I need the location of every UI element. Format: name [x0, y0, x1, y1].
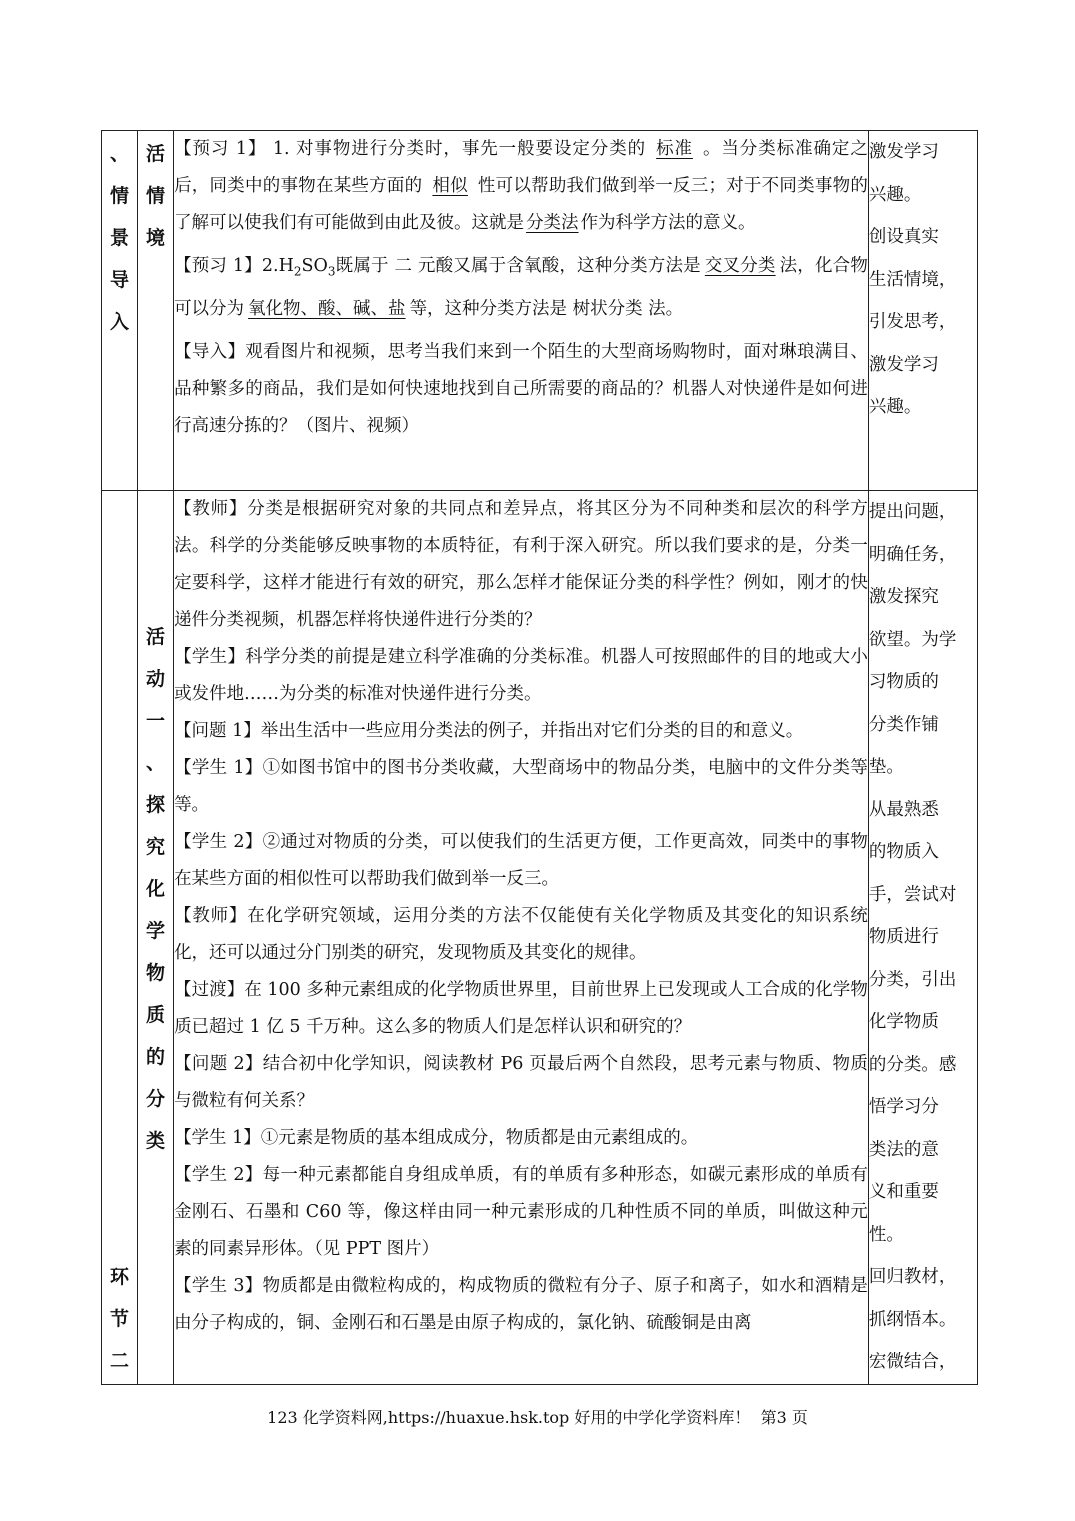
activity-label-char: 探	[146, 794, 166, 816]
activity-label-char: 物	[146, 962, 166, 984]
dialogue-paragraph	[174, 1120, 868, 1157]
dialogue-paragraph	[174, 972, 868, 1046]
paragraph-text: 物质都是由微粒构成的，构成物质的微粒有分子、原子和离子，如水和酒精是由分子构成的，铜、金刚石和石墨是由原子构成的，氯化钠、硫酸铜是由离	[174, 1276, 868, 1333]
design-intent-line: 创设真实	[868, 227, 939, 247]
design-intent-line: 引发思考，	[868, 312, 957, 332]
design-intent-line: 的分类。感	[868, 1054, 957, 1075]
stage-label-char: 、	[110, 143, 130, 165]
paragraph-text: 科学分类的前提是建立科学准确的分类标准。机器人可按照邮件的目的地或大小或发件地……为分类的标准对快递件进行分类。	[174, 647, 868, 704]
design-intent-line: 回归教材，	[868, 1267, 957, 1287]
content-cell	[174, 131, 869, 491]
activity-label-char: 动	[146, 668, 166, 690]
design-intent-line: 提出问题，	[868, 502, 957, 522]
activity-label-char: 类	[146, 1130, 166, 1152]
design-intent-line: 分类作铺	[868, 714, 939, 735]
footer-site: 123 化学资料网	[267, 1408, 383, 1427]
design-intent-line: 激发探究	[868, 587, 939, 607]
design-intent-line: 悟学习分	[868, 1097, 939, 1117]
paragraph-text: ①如图书馆中的图书分类收藏，大型商场中的物品分类，电脑中的文件分类等等。	[174, 758, 868, 815]
design-intent-line: 欲望。为学	[868, 629, 957, 650]
footer-url[interactable]: ,https://huaxue.hsk.top	[382, 1408, 570, 1427]
design-intent-line: 垫。	[868, 757, 904, 777]
paragraph-text: 每一种元素都能自身组成单质，有的单质有多种形态，如碳元素形成的单质有金刚石、石墨和 C60 等，像这样由同一种元素形成的几种性质不同的单质，叫做这种元素的同素异形体。（见 PPT 图片）	[174, 1165, 868, 1259]
design-intent-line: 从最熟悉	[868, 799, 939, 820]
activity-label-char: 情	[146, 185, 166, 207]
stage-label-cell	[102, 131, 138, 491]
lesson-plan-table	[101, 130, 978, 1385]
stage-label-char: 景	[110, 227, 130, 249]
paragraph-text: 分类是根据研究对象的共同点和差异点，将其区分为不同种类和层次的科学方法。科学的分类能够反映事物的本质特征，有利于深入研究。所以我们要求的是，分类一定要科学，这样才能进行有效的研究，那么怎样才能保证分类的科学性？例如，刚才的快递件分类视频，机器怎样将快递件进行分类的？	[174, 499, 868, 630]
design-intent-line: 的物质入	[868, 842, 939, 862]
paragraph-text: 结合初中化学知识，阅读教材 P6 页最后两个自然段，思考元素与物质、物质与微粒有何关系？	[174, 1054, 868, 1111]
stage-label-cell	[102, 491, 138, 1385]
blank-answer: 氧化物、酸、碱、盐	[248, 298, 406, 319]
page-number: 第3 页	[760, 1408, 808, 1427]
activity-label-cell	[138, 131, 174, 491]
content-cell	[174, 491, 869, 1385]
design-intent-line: 宏微结合，	[868, 1352, 957, 1372]
page-footer	[0, 1405, 1075, 1431]
design-intent-line: 兴趣。	[868, 184, 922, 205]
dialogue-paragraph	[174, 1157, 868, 1268]
speaker-tag: 【问题 1】	[174, 721, 261, 741]
design-intent-line: 类法的意	[868, 1139, 939, 1160]
stage-label-char: 情	[110, 185, 130, 207]
speaker-tag: 【学生 2】	[174, 1165, 263, 1185]
design-intent-line: 手，尝试对	[868, 884, 957, 905]
preview-1-tag: 【预习 1】	[174, 139, 267, 159]
paragraph-text: ①元素是物质的基本组成成分，物质都是由元素组成的。	[260, 1128, 699, 1148]
dialogue-paragraph	[174, 1268, 868, 1342]
activity-label-char: 活	[146, 143, 166, 165]
intro-paragraph: 【导入】观看图片和视频，思考当我们来到一个陌生的大型商场购物时，面对琳琅满目、品种繁多的商品，我们是如何快速地找到自己所需要的商品的？机器人对快递件是如何进行高速分拣的？（图片、视频）	[174, 341, 868, 436]
activity-label-char: 质	[146, 1004, 166, 1026]
dialogue-paragraph	[174, 750, 868, 824]
design-intent-line: 生活情境，	[868, 269, 957, 290]
blank-answer: 标准	[656, 139, 693, 159]
design-intent-line: 性。	[868, 1224, 904, 1245]
speaker-tag: 【学生 3】	[174, 1276, 263, 1296]
design-intent-line: 义和重要	[868, 1182, 939, 1202]
paragraph-text: 在化学研究领域，运用分类的方法不仅能使有关化学物质及其变化的知识系统化，还可以通过分门别类的研究，发现物质及其变化的规律。	[174, 906, 868, 963]
speaker-tag: 【过渡】	[174, 980, 245, 1000]
speaker-tag: 【学生】	[174, 647, 246, 667]
design-intent-line: 化学物质	[868, 1012, 939, 1032]
activity-label-char: 化	[146, 878, 166, 900]
section-row-intro	[102, 131, 978, 491]
speaker-tag: 【学生 1】	[174, 1128, 261, 1148]
design-intent-line: 兴趣。	[868, 397, 922, 417]
section-row-activity-1	[102, 491, 978, 1385]
paragraph-text: 在 100 多种元素组成的化学物质世界里，目前世界上已发现或人工合成的化学物质已超过 1 亿 5 千万种。这么多的物质人们是怎样认识和研究的？	[174, 980, 868, 1037]
design-intent-line: 明确任务，	[868, 544, 957, 565]
activity-label-char: 境	[146, 227, 166, 249]
design-intent-cell	[868, 131, 977, 491]
blank-answer: 交叉分类	[704, 256, 776, 276]
speaker-tag: 【学生 1】	[174, 758, 263, 778]
stage-label-char: 二	[110, 1349, 130, 1372]
dialogue-paragraph	[174, 639, 868, 713]
dialogue-paragraph	[174, 491, 868, 639]
design-intent-line: 激发学习	[868, 142, 939, 162]
dialogue-paragraph	[174, 898, 868, 972]
stage-label-char: 入	[110, 311, 130, 333]
footer-slogan: 好用的中学化学资料库！	[569, 1408, 751, 1427]
preview-1-paragraph: 【预习 1】 1. 对事物进行分类时，事先一般要设定分类的 标准 。当分类标准确定之后，同类中的事物在某些方面的 相似 性可以帮助我们做到举一反三；对于不同类事物的了解可以使我们有可能做到由此及彼。这就是 分类法 作为科学方法的意义。	[174, 139, 868, 233]
activity-label-char: 学	[146, 920, 166, 942]
activity-label-cell	[138, 491, 174, 1385]
paragraph-text: 举出生活中一些应用分类法的例子，并指出对它们分类的目的和意义。	[260, 721, 804, 741]
dialogue-paragraph	[174, 1046, 868, 1120]
speaker-tag: 【问题 2】	[174, 1054, 263, 1074]
dialogue-paragraph	[174, 824, 868, 898]
activity-label-char: 活	[146, 626, 166, 648]
speaker-tag: 【教师】	[174, 906, 248, 926]
speaker-tag: 【教师】	[174, 499, 248, 519]
activity-label-char: 一	[146, 710, 166, 732]
stage-label-char: 节	[110, 1307, 130, 1330]
intro-tag: 【导入】	[174, 341, 246, 362]
activity-label-char: 分	[146, 1088, 166, 1110]
design-intent-cell	[868, 491, 977, 1385]
design-intent-line: 抓纲悟本。	[868, 1309, 957, 1330]
preview-2-tag: 【预习 1】	[174, 256, 262, 276]
design-intent-line: 习物质的	[868, 672, 939, 692]
stage-label-char: 环	[110, 1265, 130, 1288]
activity-label-char: 、	[146, 752, 166, 774]
activity-label-char: 究	[146, 836, 166, 858]
dialogue-paragraph	[174, 713, 868, 750]
paragraph-text: ②通过对物质的分类，可以使我们的生活更方便，工作更高效，同类中的事物在某些方面的相似性可以帮助我们做到举一反三。	[174, 832, 868, 889]
activity-label-char: 的	[146, 1046, 166, 1068]
design-intent-line: 物质进行	[868, 927, 939, 947]
stage-label-char: 导	[110, 269, 130, 291]
blank-answer: 分类法	[526, 213, 579, 233]
preview-2-paragraph: 【预习 1】$2.H_2SO_3$既属于 二 元酸又属于含氧酸，这种分类方法是 交叉分类 法，化合物可以分为 氧化物、酸、碱、盐 等，这种分类方法是 树状分类 法。	[174, 256, 868, 319]
blank-answer: 相似	[432, 176, 468, 196]
design-intent-line: 激发学习	[868, 354, 939, 375]
speaker-tag: 【学生 2】	[174, 832, 263, 852]
design-intent-line: 分类，引出	[868, 969, 957, 990]
